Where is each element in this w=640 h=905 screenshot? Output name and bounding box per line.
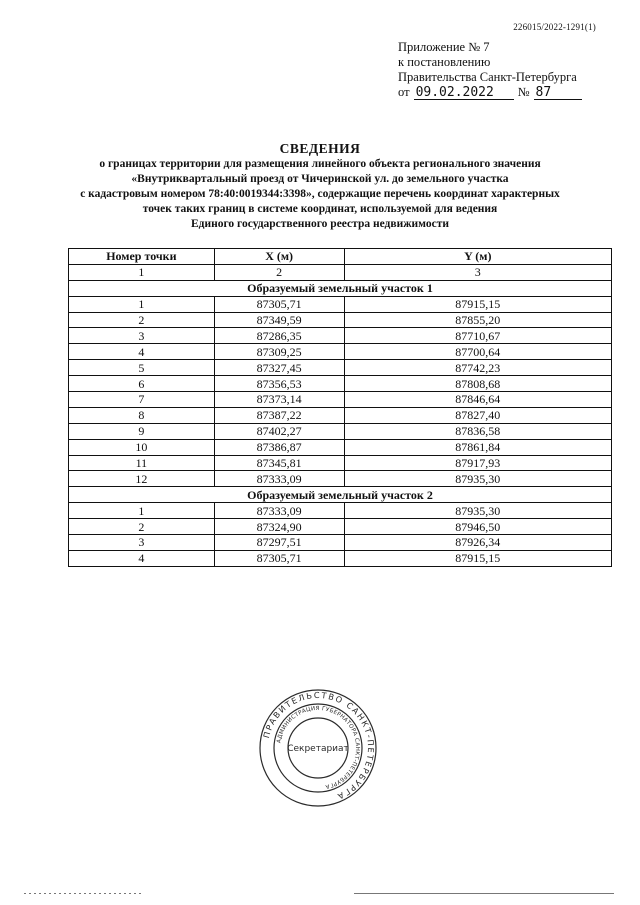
subtitle-line: о границах территории для размещения линейного объекта регионального значения (99, 158, 541, 170)
subtitle-line: точек таких границ в системе координат, используемой для ведения (142, 203, 498, 215)
y-coordinate-cell: 87855,20 (344, 312, 611, 328)
x-coordinate-cell: 87356,53 (214, 376, 344, 392)
header-x: X (м) (214, 249, 344, 265)
y-coordinate-cell: 87836,58 (344, 423, 611, 439)
point-number-cell: 6 (69, 376, 215, 392)
y-coordinate-cell: 87935,30 (344, 471, 611, 487)
section-title: Образуемый земельный участок 2 (69, 487, 612, 503)
document-subtitle (40, 157, 600, 232)
point-number-cell: 1 (69, 296, 215, 312)
point-number-cell: 9 (69, 423, 215, 439)
table-row (69, 328, 612, 344)
x-coordinate-cell: 87286,35 (214, 328, 344, 344)
y-coordinate-cell: 87915,15 (344, 550, 611, 566)
appendix-block (398, 40, 582, 100)
x-coordinate-cell: 87349,59 (214, 312, 344, 328)
y-coordinate-cell: 87946,50 (344, 519, 611, 535)
table-row (69, 550, 612, 566)
column-number: 3 (344, 264, 611, 280)
table-body (69, 280, 612, 566)
y-coordinate-cell: 87827,40 (344, 407, 611, 423)
column-number: 1 (69, 264, 215, 280)
y-coordinate-cell: 87935,30 (344, 503, 611, 519)
appendix-line-3: Правительства Санкт-Петербурга (398, 70, 577, 84)
table-row (69, 392, 612, 408)
table-row (69, 519, 612, 535)
table-row (69, 376, 612, 392)
subtitle-line: «Внутриквартальный проезд от Чичеринской ул. до земельного участка (131, 173, 509, 185)
y-coordinate-cell: 87861,84 (344, 439, 611, 455)
y-coordinate-cell: 87846,64 (344, 392, 611, 408)
point-number-cell: 12 (69, 471, 215, 487)
header-y: Y (м) (344, 249, 611, 265)
header-point-number: Номер точки (69, 249, 215, 265)
x-coordinate-cell: 87305,71 (214, 550, 344, 566)
table-row (69, 455, 612, 471)
point-number-cell: 3 (69, 328, 215, 344)
x-coordinate-cell: 87387,22 (214, 407, 344, 423)
column-number-row (69, 264, 612, 280)
appendix-line-1: Приложение № 7 (398, 40, 490, 54)
table-row (69, 360, 612, 376)
y-coordinate-cell: 87917,93 (344, 455, 611, 471)
y-coordinate-cell: 87808,68 (344, 376, 611, 392)
point-number-cell: 7 (69, 392, 215, 408)
x-coordinate-cell: 87373,14 (214, 392, 344, 408)
x-coordinate-cell: 87324,90 (214, 519, 344, 535)
date-value: 09.02.2022 (414, 86, 514, 100)
footer-line (24, 893, 614, 894)
point-number-cell: 11 (69, 455, 215, 471)
document-number: 226015/2022-1291(1) (513, 22, 596, 32)
table-row (69, 344, 612, 360)
x-coordinate-cell: 87333,09 (214, 503, 344, 519)
section-title: Образуемый земельный участок 1 (69, 280, 612, 296)
section-row (69, 487, 612, 503)
x-coordinate-cell: 87297,51 (214, 535, 344, 551)
x-coordinate-cell: 87309,25 (214, 344, 344, 360)
stamp-center-text: Секретариат (287, 744, 349, 754)
point-number-cell: 5 (69, 360, 215, 376)
table-row (69, 407, 612, 423)
table-row (69, 423, 612, 439)
date-prefix: от (398, 85, 410, 99)
subtitle-line: Единого государственного реестра недвижимости (191, 218, 449, 230)
point-number-cell: 2 (69, 312, 215, 328)
appendix-line-2: к постановлению (398, 55, 491, 69)
x-coordinate-cell: 87386,87 (214, 439, 344, 455)
table-row (69, 312, 612, 328)
point-number-cell: 1 (69, 503, 215, 519)
y-coordinate-cell: 87742,23 (344, 360, 611, 376)
x-coordinate-cell: 87402,27 (214, 423, 344, 439)
table-row (69, 503, 612, 519)
point-number-cell: 4 (69, 344, 215, 360)
point-number-cell: 4 (69, 550, 215, 566)
y-coordinate-cell: 87926,34 (344, 535, 611, 551)
stamp-inner-text: АДМИНИСТРАЦИЯ ГУБЕРНАТОРА САНКТ-ПЕТЕРБУРГА (276, 705, 361, 790)
y-coordinate-cell: 87700,64 (344, 344, 611, 360)
section-row (69, 280, 612, 296)
column-number: 2 (214, 264, 344, 280)
table-row (69, 296, 612, 312)
y-coordinate-cell: 87710,67 (344, 328, 611, 344)
secretariat-stamp (258, 688, 378, 808)
table-header-row (69, 249, 612, 265)
x-coordinate-cell: 87333,09 (214, 471, 344, 487)
coordinates-table (68, 248, 612, 567)
point-number-cell: 8 (69, 407, 215, 423)
y-coordinate-cell: 87915,15 (344, 296, 611, 312)
table-row (69, 439, 612, 455)
point-number-cell: 3 (69, 535, 215, 551)
appendix-date-line (398, 85, 582, 100)
x-coordinate-cell: 87345,81 (214, 455, 344, 471)
subtitle-line: с кадастровым номером 78:40:0019344:3398», содержащие перечень координат характерных (80, 188, 560, 200)
stamp-outer-text: ПРАВИТЕЛЬСТВО САНКТ-ПЕТЕРБУРГА (261, 689, 377, 803)
table-row (69, 471, 612, 487)
x-coordinate-cell: 87327,45 (214, 360, 344, 376)
number-value: 87 (534, 86, 582, 100)
number-prefix: № (517, 85, 530, 99)
point-number-cell: 10 (69, 439, 215, 455)
document-title: СВЕДЕНИЯ (279, 141, 361, 156)
x-coordinate-cell: 87305,71 (214, 296, 344, 312)
point-number-cell: 2 (69, 519, 215, 535)
table-row (69, 535, 612, 551)
